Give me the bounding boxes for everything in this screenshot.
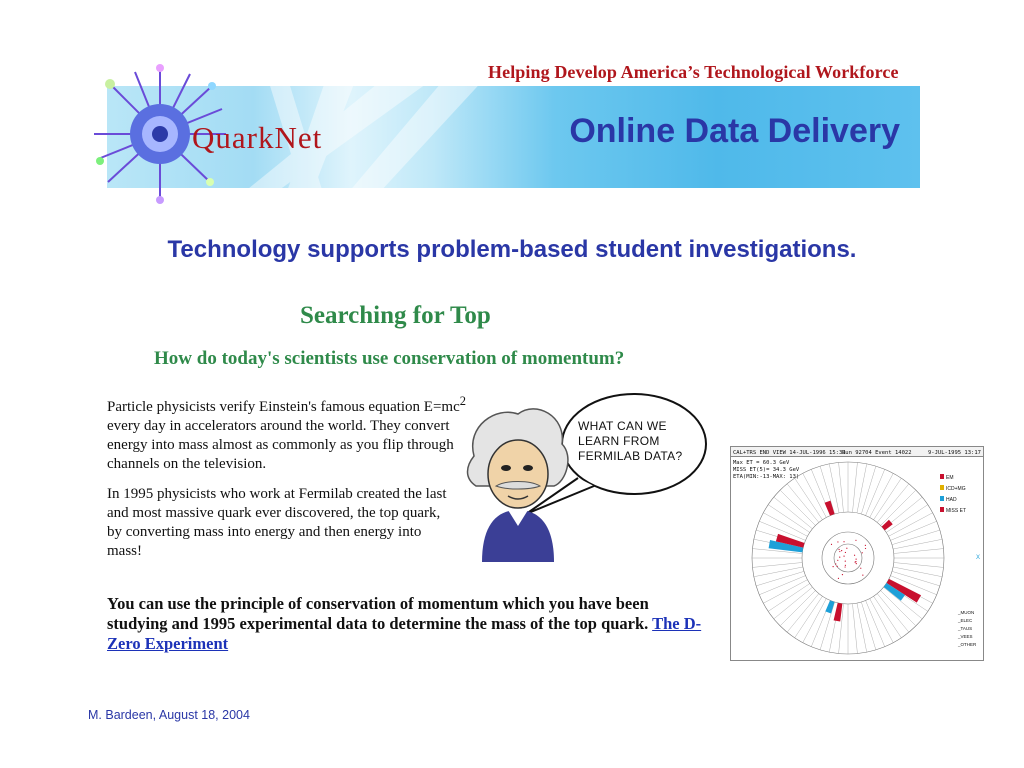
- legend-swatch-icd: [940, 485, 944, 490]
- track-hit: [845, 552, 846, 553]
- track-elec: _ELEC: [958, 618, 973, 623]
- einstein-cartoon-illustration: [456, 386, 724, 562]
- footer-author-date: M. Bardeen, August 18, 2004: [88, 708, 250, 722]
- track-hit: [843, 541, 844, 542]
- track-hit: [845, 566, 846, 567]
- track-hit: [843, 556, 844, 557]
- track-hit: [856, 563, 857, 564]
- event-info-1: MISS ET(5)= 34.3 GeV: [733, 467, 800, 473]
- track-hit: [838, 578, 839, 579]
- d-zero-experiment-link[interactable]: The D-Zero Experiment: [107, 614, 702, 653]
- track-hit: [833, 566, 834, 567]
- track-hit: [845, 561, 846, 562]
- speech-bubble-text: WHAT CAN WE LEARN FROM FERMILAB DATA?: [578, 419, 683, 463]
- track-hit: [837, 541, 838, 542]
- track-hit: [845, 565, 846, 566]
- event-header-right: 9-JUL-1995 13:17: [928, 450, 981, 456]
- track-hit: [862, 575, 863, 576]
- paragraph-top-quark: In 1995 physicists who work at Fermilab created the last and most massive quark ever discovered, the top quark, by converting mass into energy and then energy into mass!: [107, 486, 447, 559]
- page-title: Online Data Delivery: [569, 112, 900, 150]
- track-hit: [856, 559, 857, 560]
- legend-icd: ICD+MG: [946, 486, 966, 492]
- track-hit: [865, 548, 866, 549]
- legend-misset: MISS ET: [946, 508, 967, 514]
- paragraph-conservation-text: You can use the principle of conservation of momentum which you have been studying and 1995 experimental data to determine the mass of the top quark.: [107, 594, 653, 633]
- track-hit: [837, 560, 838, 561]
- track-hit: [862, 552, 863, 553]
- paragraph-einstein: [107, 392, 467, 474]
- legend-em: EM: [946, 475, 954, 481]
- paragraph-einstein-part2: every day in accelerators around the world. They convert energy into mass almost as commonly as you flip through channels on the television.: [107, 418, 454, 472]
- track-hit: [841, 550, 842, 551]
- track-hit: [860, 568, 861, 569]
- paragraph-einstein-part1: Particle physicists verify Einstein's famous equation E=mc: [107, 399, 460, 415]
- tagline: Helping Develop America’s Technological Workforce: [488, 62, 899, 82]
- superscript-2: 2: [459, 394, 467, 408]
- track-vees: _VEES: [958, 634, 973, 639]
- snapshot-question: How do today's scientists use conservation of momentum?: [154, 348, 625, 369]
- track-hit: [837, 566, 838, 567]
- brand-name: QuarkNet: [192, 120, 323, 155]
- track-hit: [842, 574, 843, 575]
- track-hit: [838, 549, 839, 550]
- track-hit: [855, 561, 856, 562]
- snapshot-title: Searching for Top: [300, 302, 491, 329]
- track-hit: [865, 545, 866, 546]
- track-other: _OTHER: [958, 642, 977, 647]
- track-hit: [839, 551, 840, 552]
- slide-subtitle: Technology supports problem-based student investigations.: [167, 236, 857, 263]
- d0-event-display: [730, 446, 984, 661]
- track-muon: _MUON: [958, 610, 975, 615]
- legend-swatch-misset: [940, 507, 944, 512]
- track-hit: [839, 557, 840, 558]
- x-axis-label: X: [976, 555, 981, 561]
- track-hit: [846, 548, 847, 549]
- event-info-0: Max ET = 60.3 GeV: [733, 460, 790, 466]
- track-hit: [835, 563, 836, 564]
- event-header-mid: Run 92704 Event 14022: [842, 450, 912, 456]
- track-hit: [854, 555, 855, 556]
- legend-swatch-em: [940, 474, 944, 479]
- track-taus: _TAUS: [958, 626, 973, 631]
- paragraph-conservation: [107, 594, 707, 654]
- event-info-2: ETA(MIN:-13-MAX: 13): [733, 474, 800, 480]
- legend-swatch-had: [940, 496, 944, 501]
- track-hit: [855, 540, 856, 541]
- legend-had: HAD: [946, 497, 957, 503]
- event-header-left: CAL+TRS END VIEW 14-JUL-1996 15:33: [733, 450, 846, 456]
- track-hit: [831, 544, 832, 545]
